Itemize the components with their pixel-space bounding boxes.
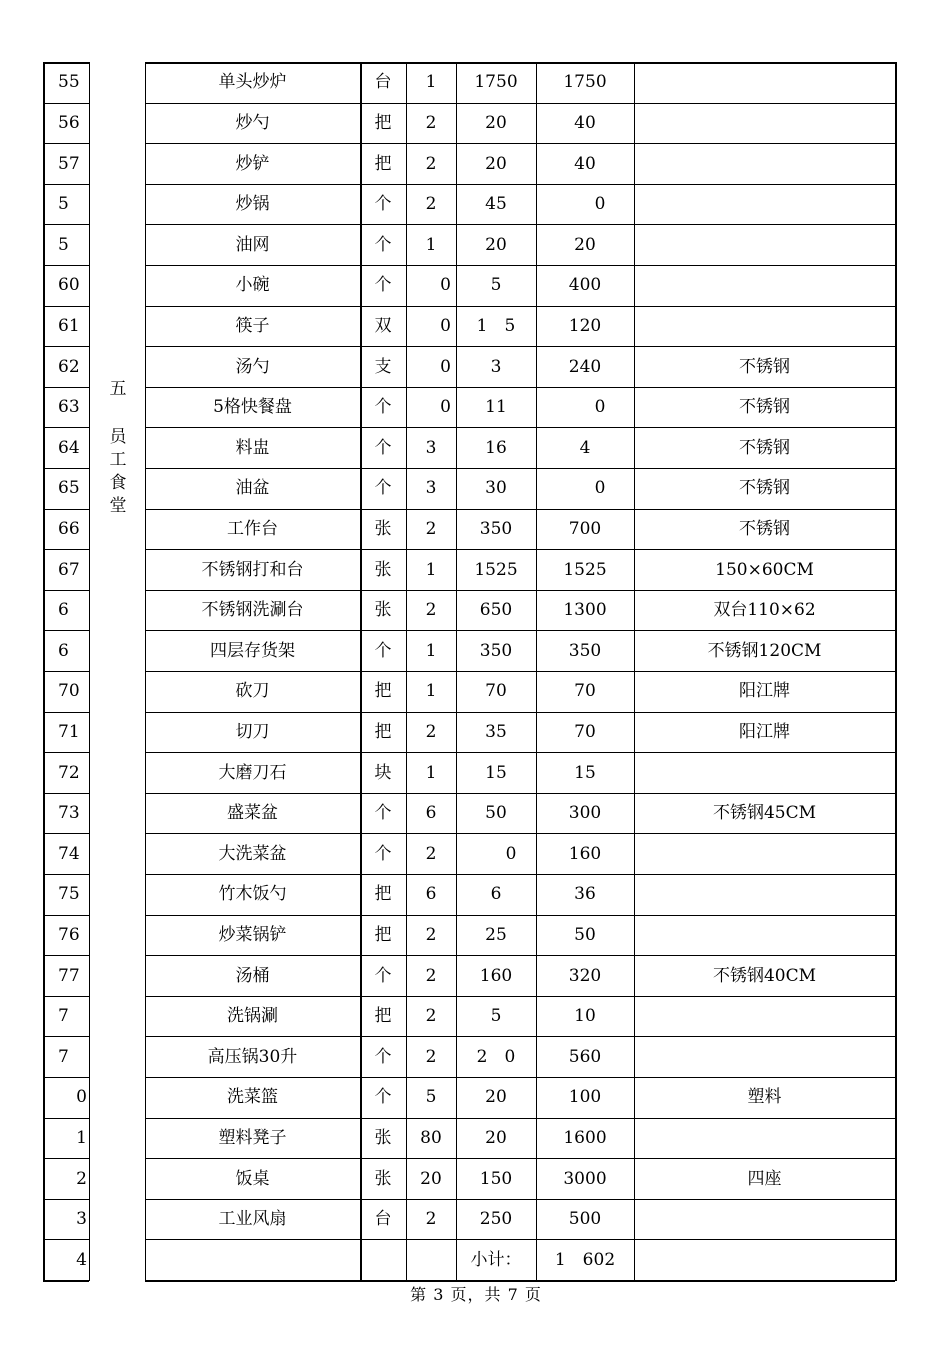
grid-horizontal-line bbox=[43, 955, 89, 956]
item-name: 四层存货架 bbox=[210, 640, 295, 661]
item-unit: 个 bbox=[374, 640, 392, 661]
item-total: 100 bbox=[568, 1087, 602, 1108]
grid-horizontal-line bbox=[145, 224, 895, 225]
item-price: 20 bbox=[485, 1087, 507, 1108]
grid-horizontal-line bbox=[145, 265, 895, 266]
item-qty: 5 bbox=[425, 1087, 437, 1108]
item-qty: 2 bbox=[425, 843, 437, 864]
grid-horizontal-line bbox=[43, 671, 89, 672]
item-price: 20 bbox=[485, 153, 507, 174]
item-qty: 2 bbox=[425, 600, 437, 621]
grid-horizontal-line bbox=[145, 793, 895, 794]
item-total: 160 bbox=[568, 843, 602, 864]
row-number: 62 bbox=[58, 356, 80, 377]
item-note: 阳江牌 bbox=[739, 681, 790, 702]
item-total: 1 602 bbox=[554, 1249, 616, 1270]
item-name: 高压锅30升 bbox=[207, 1046, 298, 1067]
grid-horizontal-line bbox=[43, 712, 89, 713]
item-qty: 3 bbox=[425, 437, 437, 458]
item-qty: 6 bbox=[425, 884, 437, 905]
row-number: 66 bbox=[58, 518, 80, 539]
item-price: 5 bbox=[490, 275, 502, 296]
row-number: 6 bbox=[58, 640, 69, 661]
item-total: 0 bbox=[594, 194, 606, 215]
grid-horizontal-line bbox=[43, 224, 89, 225]
item-price: 70 bbox=[485, 681, 507, 702]
section-title-char: 员 bbox=[109, 427, 127, 447]
item-name: 工作台 bbox=[227, 518, 278, 539]
item-total: 20 bbox=[574, 234, 596, 255]
item-total: 560 bbox=[568, 1046, 602, 1067]
item-name: 单头炒炉 bbox=[218, 72, 287, 93]
item-unit: 个 bbox=[374, 275, 392, 296]
row-number: 57 bbox=[58, 153, 80, 174]
grid-horizontal-line bbox=[145, 306, 895, 307]
item-total: 1750 bbox=[563, 72, 607, 93]
grid-horizontal-line bbox=[43, 1280, 89, 1282]
row-number: 73 bbox=[58, 803, 80, 824]
grid-horizontal-line bbox=[43, 1036, 89, 1037]
item-qty: 0 bbox=[440, 397, 451, 418]
item-total: 240 bbox=[568, 356, 602, 377]
item-qty: 0 bbox=[440, 275, 451, 296]
grid-horizontal-line bbox=[145, 955, 895, 956]
item-price: 1750 bbox=[474, 72, 518, 93]
item-name: 炒铲 bbox=[235, 153, 270, 174]
grid-horizontal-line bbox=[145, 549, 895, 550]
item-unit: 个 bbox=[374, 437, 392, 458]
item-name: 不锈钢洗涮台 bbox=[201, 600, 304, 621]
item-total: 4 bbox=[579, 437, 591, 458]
grid-horizontal-line bbox=[43, 346, 89, 347]
item-unit: 把 bbox=[374, 112, 392, 133]
item-name: 小碗 bbox=[235, 275, 270, 296]
item-total: 1525 bbox=[563, 559, 607, 580]
item-name: 筷子 bbox=[235, 315, 270, 336]
item-name: 汤勺 bbox=[235, 356, 270, 377]
row-number: 1 bbox=[76, 1127, 87, 1148]
section-title-char: 工 bbox=[109, 450, 127, 470]
section-number: 五 bbox=[109, 379, 127, 399]
item-name: 大磨刀石 bbox=[218, 762, 287, 783]
grid-horizontal-line bbox=[145, 1239, 895, 1240]
item-unit: 把 bbox=[374, 681, 392, 702]
row-number: 4 bbox=[76, 1249, 87, 1270]
grid-horizontal-line bbox=[43, 103, 89, 104]
item-price: 150 bbox=[479, 1168, 513, 1189]
row-number: 64 bbox=[58, 437, 80, 458]
grid-horizontal-line bbox=[43, 590, 89, 591]
row-number: 3 bbox=[76, 1209, 87, 1230]
section-title-char: 堂 bbox=[109, 496, 127, 516]
item-name: 洗菜篮 bbox=[227, 1087, 278, 1108]
grid-horizontal-line bbox=[43, 306, 89, 307]
item-price: 0 bbox=[505, 843, 517, 864]
item-total: 0 bbox=[594, 478, 606, 499]
item-total: 400 bbox=[568, 275, 602, 296]
row-number: 72 bbox=[58, 762, 80, 783]
item-unit: 个 bbox=[374, 843, 392, 864]
grid-horizontal-line bbox=[43, 833, 89, 834]
grid-horizontal-line bbox=[43, 1077, 89, 1078]
item-qty: 2 bbox=[425, 1046, 437, 1067]
item-note: 不锈钢 bbox=[739, 437, 790, 458]
grid-horizontal-line bbox=[43, 915, 89, 916]
item-qty: 2 bbox=[425, 112, 437, 133]
item-name: 料盅 bbox=[235, 437, 270, 458]
grid-horizontal-line bbox=[43, 427, 89, 428]
grid-horizontal-line bbox=[145, 1118, 895, 1119]
item-unit: 个 bbox=[374, 194, 392, 215]
row-number: 71 bbox=[58, 721, 80, 742]
item-unit: 张 bbox=[374, 559, 392, 580]
item-qty: 1 bbox=[425, 559, 437, 580]
row-number: 55 bbox=[58, 72, 80, 93]
item-qty: 6 bbox=[425, 803, 437, 824]
grid-horizontal-line bbox=[145, 468, 895, 469]
grid-horizontal-line bbox=[145, 1036, 895, 1037]
item-name: 炒锅 bbox=[235, 194, 270, 215]
item-qty: 20 bbox=[420, 1168, 442, 1189]
item-price: 小计： bbox=[470, 1249, 522, 1270]
grid-horizontal-line bbox=[43, 265, 89, 266]
item-price: 45 bbox=[485, 194, 507, 215]
grid-horizontal-line bbox=[43, 184, 89, 185]
row-number: 56 bbox=[58, 112, 80, 133]
item-unit: 张 bbox=[374, 1168, 392, 1189]
item-unit: 张 bbox=[374, 1127, 392, 1148]
item-total: 15 bbox=[574, 762, 596, 783]
item-name: 工业风扇 bbox=[218, 1209, 287, 1230]
grid-vertical-line bbox=[895, 62, 897, 1281]
item-qty: 2 bbox=[425, 924, 437, 945]
grid-horizontal-line bbox=[145, 833, 895, 834]
item-total: 70 bbox=[574, 721, 596, 742]
grid-horizontal-line bbox=[43, 752, 89, 753]
row-number: 5 bbox=[58, 194, 69, 215]
row-number: 60 bbox=[58, 275, 80, 296]
grid-horizontal-line bbox=[145, 996, 895, 997]
row-number: 74 bbox=[58, 843, 80, 864]
grid-horizontal-line bbox=[145, 387, 895, 388]
item-price: 11 bbox=[485, 397, 507, 418]
item-note: 四座 bbox=[747, 1168, 782, 1189]
item-total: 0 bbox=[594, 397, 606, 418]
item-qty: 2 bbox=[425, 518, 437, 539]
item-name: 塑料凳子 bbox=[218, 1127, 287, 1148]
row-number: 65 bbox=[58, 478, 80, 499]
grid-horizontal-line bbox=[43, 793, 89, 794]
item-unit: 个 bbox=[374, 1087, 392, 1108]
item-price: 16 bbox=[485, 437, 507, 458]
grid-horizontal-line bbox=[145, 1199, 895, 1200]
row-number: 67 bbox=[58, 559, 80, 580]
item-total: 500 bbox=[568, 1209, 602, 1230]
grid-vertical-line bbox=[89, 62, 90, 1281]
item-price: 20 bbox=[485, 112, 507, 133]
grid-horizontal-line bbox=[43, 468, 89, 469]
item-unit: 个 bbox=[374, 478, 392, 499]
section-title-char: 食 bbox=[109, 473, 127, 493]
item-name: 切刀 bbox=[235, 721, 270, 742]
item-price: 160 bbox=[479, 965, 513, 986]
item-total: 40 bbox=[574, 153, 596, 174]
item-unit: 块 bbox=[374, 762, 392, 783]
item-note: 不锈钢 bbox=[739, 518, 790, 539]
row-number: 7 bbox=[58, 1006, 69, 1027]
grid-horizontal-line bbox=[145, 590, 895, 591]
item-price: 250 bbox=[479, 1209, 513, 1230]
item-price: 350 bbox=[479, 640, 513, 661]
grid-horizontal-line bbox=[145, 874, 895, 875]
grid-horizontal-line bbox=[145, 427, 895, 428]
item-name: 大洗菜盆 bbox=[218, 843, 287, 864]
item-name: 砍刀 bbox=[235, 681, 270, 702]
item-price: 6 bbox=[490, 884, 502, 905]
item-price: 30 bbox=[485, 478, 507, 499]
grid-horizontal-line bbox=[43, 1199, 89, 1200]
item-name: 炒菜锅铲 bbox=[218, 924, 287, 945]
item-qty: 2 bbox=[425, 1006, 437, 1027]
item-total: 10 bbox=[574, 1006, 596, 1027]
item-name: 不锈钢打和台 bbox=[201, 559, 304, 580]
grid-horizontal-line bbox=[145, 915, 895, 916]
item-price: 350 bbox=[479, 518, 513, 539]
item-name: 汤桶 bbox=[235, 965, 270, 986]
row-number: 0 bbox=[76, 1087, 87, 1108]
item-price: 1525 bbox=[474, 559, 518, 580]
grid-horizontal-line bbox=[145, 630, 895, 631]
item-qty: 3 bbox=[425, 478, 437, 499]
item-total: 320 bbox=[568, 965, 602, 986]
grid-horizontal-line bbox=[43, 143, 89, 144]
grid-horizontal-line bbox=[43, 62, 89, 64]
row-number: 63 bbox=[58, 397, 80, 418]
row-number: 70 bbox=[58, 681, 80, 702]
item-price: 20 bbox=[485, 234, 507, 255]
item-unit: 把 bbox=[374, 884, 392, 905]
item-total: 40 bbox=[574, 112, 596, 133]
row-number: 6 bbox=[58, 600, 69, 621]
item-note: 不锈钢 bbox=[739, 397, 790, 418]
item-qty: 2 bbox=[425, 721, 437, 742]
item-unit: 个 bbox=[374, 397, 392, 418]
item-qty: 0 bbox=[440, 356, 451, 377]
grid-horizontal-line bbox=[43, 1239, 89, 1240]
item-note: 不锈钢45CM bbox=[712, 803, 817, 824]
item-note: 不锈钢40CM bbox=[712, 965, 817, 986]
item-qty: 2 bbox=[425, 153, 437, 174]
item-price: 15 bbox=[485, 762, 507, 783]
item-unit: 张 bbox=[374, 518, 392, 539]
item-price: 25 bbox=[485, 924, 507, 945]
row-number: 76 bbox=[58, 924, 80, 945]
grid-horizontal-line bbox=[43, 630, 89, 631]
item-note: 双台110×62 bbox=[713, 600, 816, 621]
item-total: 300 bbox=[568, 803, 602, 824]
item-name: 竹木饭勺 bbox=[218, 884, 287, 905]
grid-horizontal-line bbox=[43, 1118, 89, 1119]
item-name: 油盆 bbox=[235, 478, 270, 499]
grid-horizontal-line bbox=[145, 143, 895, 144]
item-price: 20 bbox=[485, 1127, 507, 1148]
page-footer: 第 3 页，共 7 页 bbox=[410, 1285, 542, 1304]
item-name: 炒勺 bbox=[235, 112, 270, 133]
item-note: 不锈钢 bbox=[739, 478, 790, 499]
grid-horizontal-line bbox=[145, 712, 895, 713]
grid-horizontal-line bbox=[43, 1158, 89, 1159]
item-unit: 台 bbox=[374, 72, 392, 93]
row-number: 5 bbox=[58, 234, 69, 255]
grid-horizontal-line bbox=[43, 874, 89, 875]
row-number: 77 bbox=[58, 965, 80, 986]
item-total: 350 bbox=[568, 640, 602, 661]
item-unit: 支 bbox=[374, 356, 392, 377]
item-price: 1 5 bbox=[476, 315, 516, 336]
item-unit: 把 bbox=[374, 1006, 392, 1027]
item-price: 5 bbox=[490, 1006, 502, 1027]
item-unit: 台 bbox=[374, 1209, 392, 1230]
item-qty: 2 bbox=[425, 194, 437, 215]
item-qty: 1 bbox=[425, 640, 437, 661]
item-total: 3000 bbox=[563, 1168, 607, 1189]
item-unit: 双 bbox=[374, 315, 392, 336]
item-unit: 个 bbox=[374, 234, 392, 255]
item-note: 不锈钢120CM bbox=[707, 640, 822, 661]
grid-horizontal-line bbox=[43, 996, 89, 997]
item-name: 5格快餐盘 bbox=[213, 397, 292, 418]
item-name: 油网 bbox=[235, 234, 270, 255]
item-note: 150×60CM bbox=[715, 559, 814, 580]
item-note: 不锈钢 bbox=[739, 356, 790, 377]
item-price: 2 0 bbox=[476, 1046, 516, 1067]
item-unit: 把 bbox=[374, 721, 392, 742]
item-total: 70 bbox=[574, 681, 596, 702]
item-note: 塑料 bbox=[747, 1087, 782, 1108]
item-unit: 个 bbox=[374, 1046, 392, 1067]
grid-horizontal-line bbox=[145, 1077, 895, 1078]
item-total: 120 bbox=[568, 315, 602, 336]
item-qty: 0 bbox=[440, 315, 451, 336]
item-qty: 2 bbox=[425, 1209, 437, 1230]
item-note: 阳江牌 bbox=[739, 721, 790, 742]
item-price: 650 bbox=[479, 600, 513, 621]
item-unit: 个 bbox=[374, 803, 392, 824]
grid-horizontal-line bbox=[43, 387, 89, 388]
item-qty: 1 bbox=[425, 681, 437, 702]
item-price: 50 bbox=[485, 803, 507, 824]
row-number: 7 bbox=[58, 1046, 69, 1067]
grid-horizontal-line bbox=[145, 509, 895, 510]
grid-horizontal-line bbox=[145, 62, 895, 64]
item-qty: 1 bbox=[425, 762, 437, 783]
item-name: 饭桌 bbox=[235, 1168, 270, 1189]
grid-horizontal-line bbox=[43, 549, 89, 550]
item-qty: 80 bbox=[420, 1127, 442, 1148]
grid-horizontal-line bbox=[145, 671, 895, 672]
grid-horizontal-line bbox=[145, 1158, 895, 1159]
item-total: 36 bbox=[574, 884, 596, 905]
item-unit: 张 bbox=[374, 600, 392, 621]
item-price: 3 bbox=[490, 356, 502, 377]
item-name: 盛菜盆 bbox=[227, 803, 278, 824]
item-name: 洗锅涮 bbox=[227, 1006, 278, 1027]
row-number: 2 bbox=[76, 1168, 87, 1189]
item-qty: 1 bbox=[425, 72, 437, 93]
item-total: 700 bbox=[568, 518, 602, 539]
item-unit: 把 bbox=[374, 153, 392, 174]
grid-horizontal-line bbox=[145, 184, 895, 185]
row-number: 61 bbox=[58, 315, 80, 336]
item-total: 1300 bbox=[563, 600, 607, 621]
item-total: 1600 bbox=[563, 1127, 607, 1148]
row-number: 75 bbox=[58, 884, 80, 905]
item-unit: 个 bbox=[374, 965, 392, 986]
grid-horizontal-line bbox=[145, 346, 895, 347]
item-price: 35 bbox=[485, 721, 507, 742]
item-unit: 把 bbox=[374, 924, 392, 945]
grid-horizontal-line bbox=[145, 103, 895, 104]
item-total: 50 bbox=[574, 924, 596, 945]
item-qty: 2 bbox=[425, 965, 437, 986]
grid-horizontal-line bbox=[145, 752, 895, 753]
item-qty: 1 bbox=[425, 234, 437, 255]
grid-horizontal-line bbox=[43, 509, 89, 510]
